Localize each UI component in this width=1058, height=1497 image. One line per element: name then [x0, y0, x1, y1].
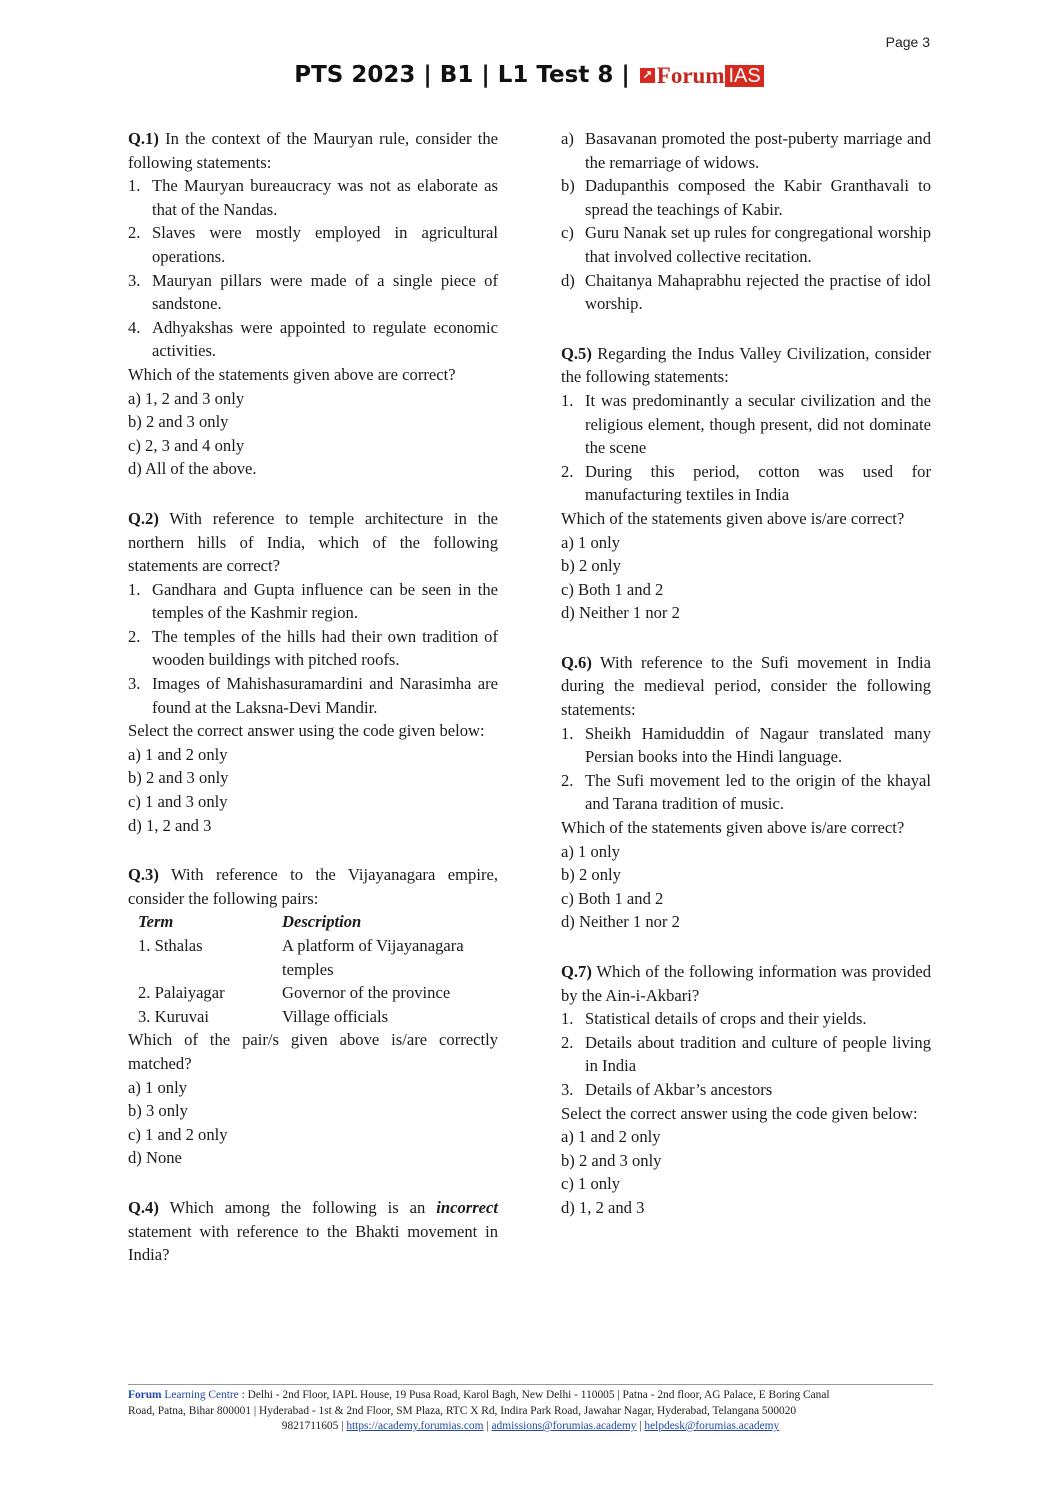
statement: 2. During this period, cotton was used for manufacturing textiles in India [561, 461, 931, 505]
table-header [138, 910, 498, 934]
column-header-description: Description [282, 912, 362, 932]
forumias-logo: ↗ Forum IAS [640, 63, 764, 89]
answer-option: a) 1 and 2 only [561, 1127, 661, 1147]
question-prompt: Which of the statements given above are correct? [128, 364, 456, 384]
answer-option: a) 1 only [561, 841, 620, 861]
table-row: 3. Kuruvai Village officials [138, 1006, 389, 1026]
question-3 [128, 863, 498, 1170]
footer-divider [128, 1384, 933, 1385]
page-footer [128, 1388, 933, 1435]
answer-option: a) 1 only [128, 1077, 187, 1097]
table-row: 1. Sthalas A platform of Vijayanagara temples [138, 936, 464, 979]
question-number: Q.2) [128, 508, 159, 528]
answer-option: c) Both 1 and 2 [561, 579, 664, 599]
answer-option: d) 1, 2 and 3 [128, 815, 212, 835]
question-prompt: Which of the statements given above is/are correct? [561, 818, 905, 838]
question-text: Which of the following information was provided by the Ain-i-Akbari? [561, 962, 931, 1005]
page-header [0, 62, 1058, 89]
question-1 [128, 127, 498, 481]
statement: 3. Mauryan pillars were made of a single piece of sandstone. [128, 270, 498, 314]
answer-option: b) 2 and 3 only [128, 768, 229, 788]
column-header-term: Term [138, 912, 174, 932]
answer-option: a) 1 and 2 only [128, 744, 228, 764]
answer-option: d) All of the above. [128, 459, 257, 479]
question-number: Q.7) [561, 962, 592, 981]
question-5 [561, 342, 931, 625]
answer-option: b) 3 only [128, 1101, 188, 1121]
question-prompt: Select the correct answer using the code given below: [128, 721, 485, 741]
answer-option: b) 2 only [561, 865, 621, 885]
statement: 2. Slaves were mostly employed in agricultural operations. [128, 223, 498, 266]
footer-phone: 9821711605 [281, 1420, 339, 1432]
page-number: Page 3 [885, 34, 930, 50]
answer-option: c) 1 only [561, 1174, 620, 1194]
right-column [561, 127, 931, 1220]
question-text: With reference to the Sufi movement in India during the medieval period, consider the following statements: [561, 652, 931, 720]
answer-option: c) Guru Nanak set up rules for congregational worship that involved collective recitation. [561, 223, 931, 266]
question-2 [128, 507, 498, 837]
question-4: Q.4) Which among the following is an incorrect statement with reference to the Bhakti movement in India? [128, 1197, 499, 1265]
pairs-table [138, 910, 498, 1028]
answer-option: c) Both 1 and 2 [561, 888, 664, 908]
answer-option: b) 2 and 3 only [561, 1150, 662, 1170]
statement: 1. Sheikh Hamiduddin of Nagaur translated many Persian books into the Hindi language. [561, 723, 931, 767]
left-column [128, 127, 498, 1267]
footer-address-line-2: Road, Patna, Bihar 800001 | Hyderabad - 1st & 2nd Floor, SM Plaza, RTC X Rd, Indira Park Road, Jawahar Nagar, Hyderabad, Telangana 500020 [128, 1404, 797, 1417]
answer-option: d) Chaitanya Mahaprabhu rejected the practise of idol worship. [561, 270, 931, 314]
answer-option: c) 1 and 2 only [128, 1124, 228, 1144]
answer-option: d) Neither 1 nor 2 [561, 603, 680, 623]
statement: 2. The Sufi movement led to the origin of the khayal and Tarana tradition of music. [561, 770, 931, 814]
arrow-icon: ↗ [640, 68, 655, 83]
question-4-options [561, 127, 931, 316]
question-text: In the context of the Mauryan rule, consider the following statements: [128, 129, 498, 172]
answer-option: d) None [128, 1148, 182, 1168]
admissions-email-link[interactable]: admissions@forumias.academy [491, 1420, 637, 1432]
answer-option: c) 2, 3 and 4 only [128, 435, 245, 455]
question-prompt: Select the correct answer using the code given below: [561, 1103, 918, 1123]
answer-option: b) 2 only [561, 556, 621, 576]
question-text: With reference to temple architecture in the northern hills of India, which of the following statements are correct? [128, 508, 498, 576]
academy-link[interactable]: https://academy.forumias.com [346, 1420, 484, 1432]
answer-option: d) 1, 2 and 3 [561, 1197, 645, 1217]
emphasis: incorrect [436, 1197, 499, 1217]
question-7 [561, 960, 931, 1220]
footer-address-line-1: Forum Learning Centre : Delhi - 2nd Floor, IAPL House, 19 Pusa Road, Karol Bagh, New Delhi - 110005 | Patna - 2nd floor, AG Palace, E Boring Canal [128, 1389, 830, 1401]
question-number: Q.5) [561, 343, 592, 363]
question-number: Q.6) [561, 652, 592, 672]
question-prompt: Which of the pair/s given above is/are correctly matched? [128, 1030, 498, 1073]
table-row: 2. Palaiyagar Governor of the province [138, 983, 451, 1003]
answer-option: a) 1, 2 and 3 only [128, 388, 245, 408]
answer-option: c) 1 and 3 only [128, 792, 228, 812]
footer-brand: Forum [128, 1389, 162, 1401]
question-text: With reference to the Vijayanagara empire, consider the following pairs: [128, 865, 498, 908]
question-number: Q.1) [128, 129, 159, 148]
answer-option: b) 2 and 3 only [128, 412, 229, 432]
statement: 2. Details about tradition and culture of people living in India [561, 1032, 931, 1076]
question-6 [561, 651, 931, 934]
answer-option: a) Basavanan promoted the post-puberty marriage and the remarriage of widows. [561, 129, 931, 172]
footer-contacts: 9821711605 | https://academy.forumias.com | admissions@forumias.academy | helpdesk@forumias.academy [281, 1420, 780, 1432]
statement: 1. Gandhara and Gupta influence can be seen in the temples of the Kashmir region. [128, 579, 498, 623]
statement: 1. The Mauryan bureaucracy was not as elaborate as that of the Nandas. [128, 176, 498, 219]
answer-option: d) Neither 1 nor 2 [561, 912, 680, 932]
statement: 3. Images of Mahishasuramardini and Narasimha are found at the Laksna-Devi Mandir. [128, 674, 498, 717]
statement: 3. Details of Akbar’s ancestors [561, 1079, 773, 1099]
question-prompt: Which of the statements given above is/are correct? [561, 508, 905, 528]
helpdesk-email-link[interactable]: helpdesk@forumias.academy [644, 1420, 780, 1432]
answer-option: a) 1 only [561, 532, 620, 552]
statement: 1. Statistical details of crops and their yields. [561, 1009, 867, 1029]
statement: 1. It was predominantly a secular civilization and the religious element, though present, did not dominate the scene [561, 390, 931, 458]
question-number: Q.3) [128, 865, 159, 885]
answer-option: b) Dadupanthis composed the Kabir Granthavali to spread the teachings of Kabir. [561, 176, 931, 219]
statement: 2. The temples of the hills had their own tradition of wooden buildings with pitched roofs. [128, 626, 498, 670]
statement: 4. Adhyakshas were appointed to regulate economic activities. [128, 317, 498, 361]
question-text: Regarding the Indus Valley Civilization, consider the following statements: [561, 343, 931, 387]
test-title: PTS 2023 | B1 | L1 Test 8 | [294, 62, 630, 88]
question-number: Q.4) [128, 1197, 159, 1217]
